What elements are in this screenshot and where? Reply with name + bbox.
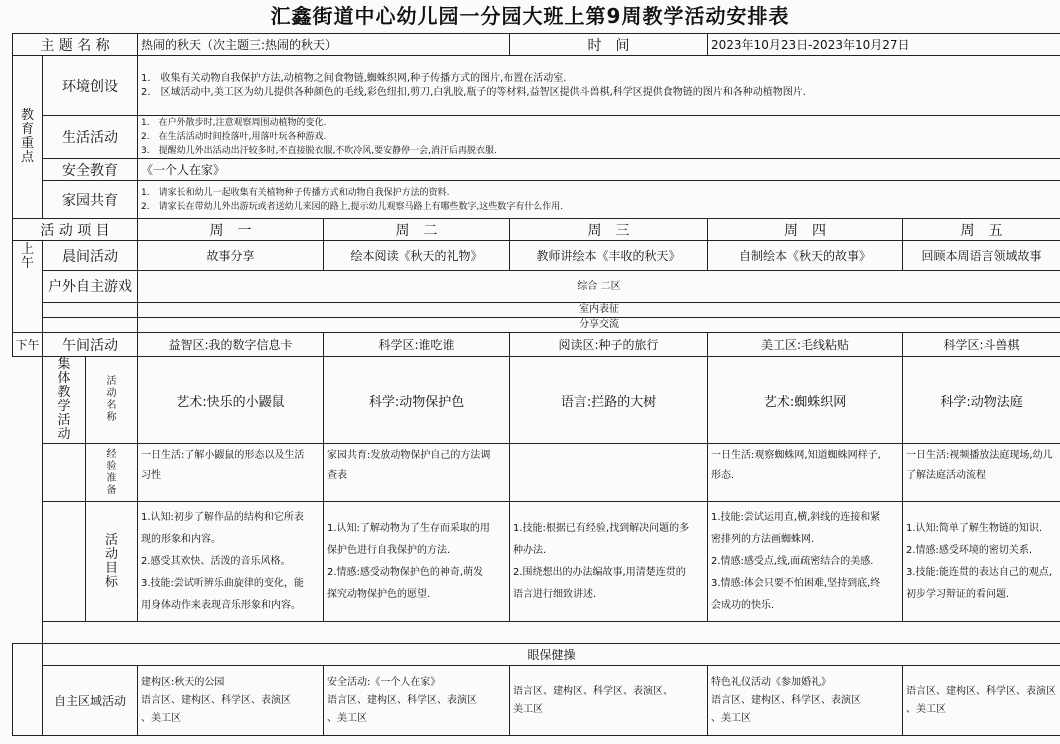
morning-activity-thu: 自制绘本《秋天的故事》	[708, 241, 903, 271]
home-label: 家园共育	[43, 181, 138, 219]
env-label: 环境创设	[43, 56, 138, 116]
morning-label: 上 午	[13, 241, 43, 333]
morning-activity-mon: 故事分享	[138, 241, 324, 271]
prep-tue: 家园共育:发放动物保护自己的方法调 查表	[324, 444, 510, 502]
morning-activity-wed: 教师讲绘本《丰收的秋天》	[510, 241, 708, 271]
time-value: 2023年10月23日-2023年10月27日	[708, 34, 1060, 56]
share-label-blank	[43, 318, 138, 333]
free-area-wed: 语言区、建构区、科学区、表演区、 美工区	[510, 666, 708, 736]
eye-left-blank	[13, 644, 43, 666]
free-left-blank	[13, 666, 43, 736]
day-thu: 周 四	[708, 219, 903, 241]
prep-wed	[510, 444, 708, 502]
theme-value: 热闹的秋天（次主题三:热闹的秋天）	[138, 34, 510, 56]
prep-mon: 一日生活:了解小鼹鼠的形态以及生活 习性	[138, 444, 324, 502]
morning-activity-fri: 回顾本周语言领域故事	[903, 241, 1060, 271]
noon-activity-tue: 科学区:谁吃谁	[324, 333, 510, 357]
eye-exercise: 眼保健操	[43, 644, 1060, 666]
indoor-label-blank	[43, 303, 138, 318]
activity-name-wed: 语言:拦路的大树	[510, 357, 708, 444]
day-wed: 周 三	[510, 219, 708, 241]
outdoor-value: 综合 二区	[138, 271, 1060, 303]
collective-blank-2	[43, 502, 86, 622]
free-area-mon: 建构区:秋天的公园 语言区、建构区、科学区、表演区 、美工区	[138, 666, 324, 736]
free-area-label: 自主区域活动	[43, 666, 138, 736]
activity-name-mon: 艺术:快乐的小鼹鼠	[138, 357, 324, 444]
noon-activity-thu: 美工区:毛线粘贴	[708, 333, 903, 357]
collective-left-blank	[13, 357, 43, 644]
activity-name-label: 活 动 名 称	[86, 357, 138, 444]
noon-activity-fri: 科学区:斗兽棋	[903, 333, 1060, 357]
home-content: 1. 请家长和幼儿一起收集有关植物种子传播方式和动物自我保护方法的资料. 2. 请家长在带幼儿外出游玩或者送幼儿来园的路上,提示幼儿观察马路上有哪些数字,这些数字有什么作用.	[138, 181, 1060, 219]
noon-activity-label: 午间活动	[43, 333, 138, 357]
safety-label: 安全教育	[43, 159, 138, 181]
life-label: 生活活动	[43, 116, 138, 159]
activity-name-fri: 科学:动物法庭	[903, 357, 1060, 444]
env-content: 1. 收集有关动物自我保护方法,动植物之间食物链,蜘蛛织网,种子传播方式的图片,布置在活动室. 2. 区域活动中,美工区为幼儿提供各种颜色的毛线,彩色纽扣,剪刀,白乳胶,瓶子的等材料,益智区提供斗兽棋,科学区提供食物链的图片和各种动植物图片.	[138, 56, 1060, 116]
time-label: 时 间	[510, 34, 708, 56]
goals-mon: 1.认知:初步了解作品的结构和它所表 现的形象和内容。 2.感受其欢快、活泼的音乐风格。 3.技能:尝试听辨乐曲旋律的变化，能 用身体动作来表现音乐形象和内容。	[138, 502, 324, 622]
edu-focus-label: 教 育 重 点	[13, 56, 43, 219]
prep-label: 经 验 准 备	[86, 444, 138, 502]
goals-fri: 1.认知:简单了解生物链的知识. 2.情感:感受环境的密切关系. 3.技能:能连贯的表达自己的观点, 初步学习辩证的看问题.	[903, 502, 1060, 622]
day-fri: 周 五	[903, 219, 1060, 241]
schedule-table	[12, 33, 1060, 736]
share-value: 分享交流	[138, 318, 1060, 333]
page-title: 汇鑫街道中心幼儿园一分园大班上第9周教学活动安排表	[270, 4, 790, 28]
morning-activity-label: 晨间活动	[43, 241, 138, 271]
life-content: 1. 在户外散步时,注意观察周围动植物的变化. 2. 在生活活动时间捡落叶,用落叶玩各种游戏. 3. 提醒幼儿外出活动出汗较多时,不直接脱衣服,不吹冷风,要安静停一会,消汗后再脱衣服.	[138, 116, 1060, 159]
goals-thu: 1.技能:尝试运用直,横,斜线的连接和紧 密排列的方法画蜘蛛网. 2.情感:感受点,线,面疏密结合的美感. 3.情感:体会只要不怕困难,坚持到底,终 会成功的快乐.	[708, 502, 903, 622]
afternoon-label: 下午	[13, 333, 43, 357]
prep-thu: 一日生活:观察蜘蛛网,知道蜘蛛网样子, 形态.	[708, 444, 903, 502]
prep-fri: 一日生活:视频播放法庭现场,幼儿 了解法庭活动流程	[903, 444, 1060, 502]
free-area-tue: 安全活动:《一个人在家》 语言区、建构区、科学区、表演区 、美工区	[324, 666, 510, 736]
noon-activity-wed: 阅读区:种子的旅行	[510, 333, 708, 357]
theme-label: 主 题 名 称	[13, 34, 138, 56]
spacer-row	[43, 622, 1060, 644]
goals-tue: 1.认知:了解动物为了生存而采取的用 保护色进行自我保护的方法. 2.情感:感受动物保护色的神奇,萌发 探究动物保护色的愿望.	[324, 502, 510, 622]
activity-name-tue: 科学:动物保护色	[324, 357, 510, 444]
safety-content: 《一个人在家》	[138, 159, 1060, 181]
outdoor-label: 户外自主游戏	[43, 271, 138, 303]
free-area-fri: 语言区、建构区、科学区、表演区 、美工区	[903, 666, 1060, 736]
activity-name-thu: 艺术:蜘蛛织网	[708, 357, 903, 444]
day-mon: 周 一	[138, 219, 324, 241]
indoor-value: 室内表征	[138, 303, 1060, 318]
day-tue: 周 二	[324, 219, 510, 241]
activity-item-label: 活 动 项 目	[13, 219, 138, 241]
free-area-thu: 特色礼仪活动《参加婚礼》 语言区、建构区、科学区、表演区 、美工区	[708, 666, 903, 736]
goals-wed: 1.技能:根据已有经验,找到解决问题的多 种办法. 2.围绕想出的办法编故事,用清楚连贯的 语言进行细致讲述.	[510, 502, 708, 622]
collective-label: 集 体 教 学 活 动	[43, 357, 86, 444]
noon-activity-mon: 益智区:我的数字信息卡	[138, 333, 324, 357]
morning-activity-tue: 绘本阅读《秋天的礼物》	[324, 241, 510, 271]
collective-blank-1	[43, 444, 86, 502]
goals-label: 活 动 目 标	[86, 502, 138, 622]
